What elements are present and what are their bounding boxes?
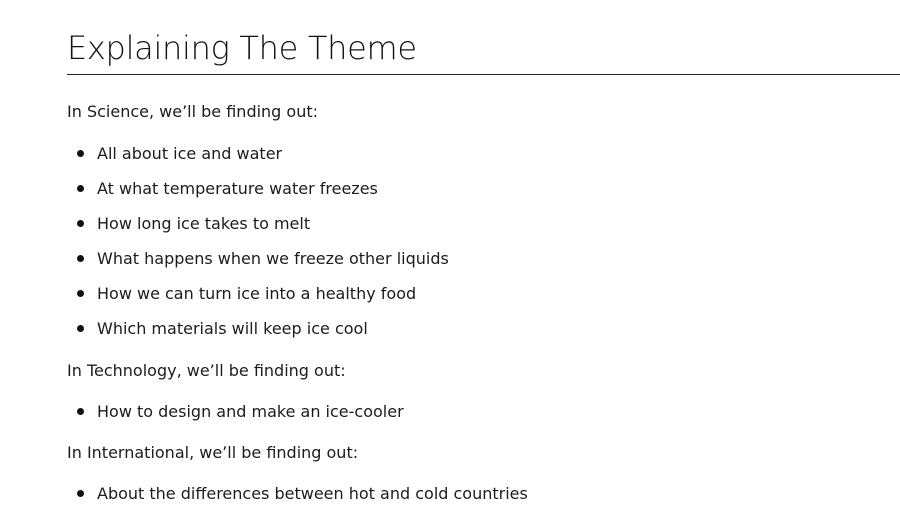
science-list	[97, 143, 449, 353]
bullet-icon	[77, 220, 84, 227]
list-item-text: Which materials will keep ice cool	[97, 319, 368, 338]
list-item-text: About the differences between hot and cold countries	[97, 484, 528, 503]
bullet-icon	[77, 150, 84, 157]
international-intro: In International, we’ll be finding out:	[67, 443, 359, 462]
bullet-icon	[77, 185, 84, 192]
list-item	[97, 401, 404, 436]
list-item	[97, 213, 449, 248]
title-divider	[67, 74, 900, 75]
list-item	[97, 178, 449, 213]
bullet-icon	[77, 325, 84, 332]
technology-intro: In Technology, we’ll be finding out:	[67, 361, 346, 380]
list-item-text: How we can turn ice into a healthy food	[97, 284, 417, 303]
technology-list	[97, 401, 404, 436]
list-item-text: What happens when we freeze other liquids	[97, 249, 449, 268]
page-title: Explaining The Theme	[67, 29, 417, 67]
international-list	[97, 483, 528, 518]
bullet-icon	[77, 408, 84, 415]
list-item-text: How to design and make an ice-cooler	[97, 402, 404, 421]
list-item	[97, 143, 449, 178]
list-item	[97, 483, 528, 518]
list-item-text: At what temperature water freezes	[97, 179, 378, 198]
bullet-icon	[77, 490, 84, 497]
list-item	[97, 248, 449, 283]
science-intro: In Science, we’ll be finding out:	[67, 102, 319, 121]
list-item	[97, 318, 449, 353]
bullet-icon	[77, 255, 84, 262]
list-item-text: All about ice and water	[97, 144, 283, 163]
bullet-icon	[77, 290, 84, 297]
list-item	[97, 283, 449, 318]
list-item-text: How long ice takes to melt	[97, 214, 311, 233]
